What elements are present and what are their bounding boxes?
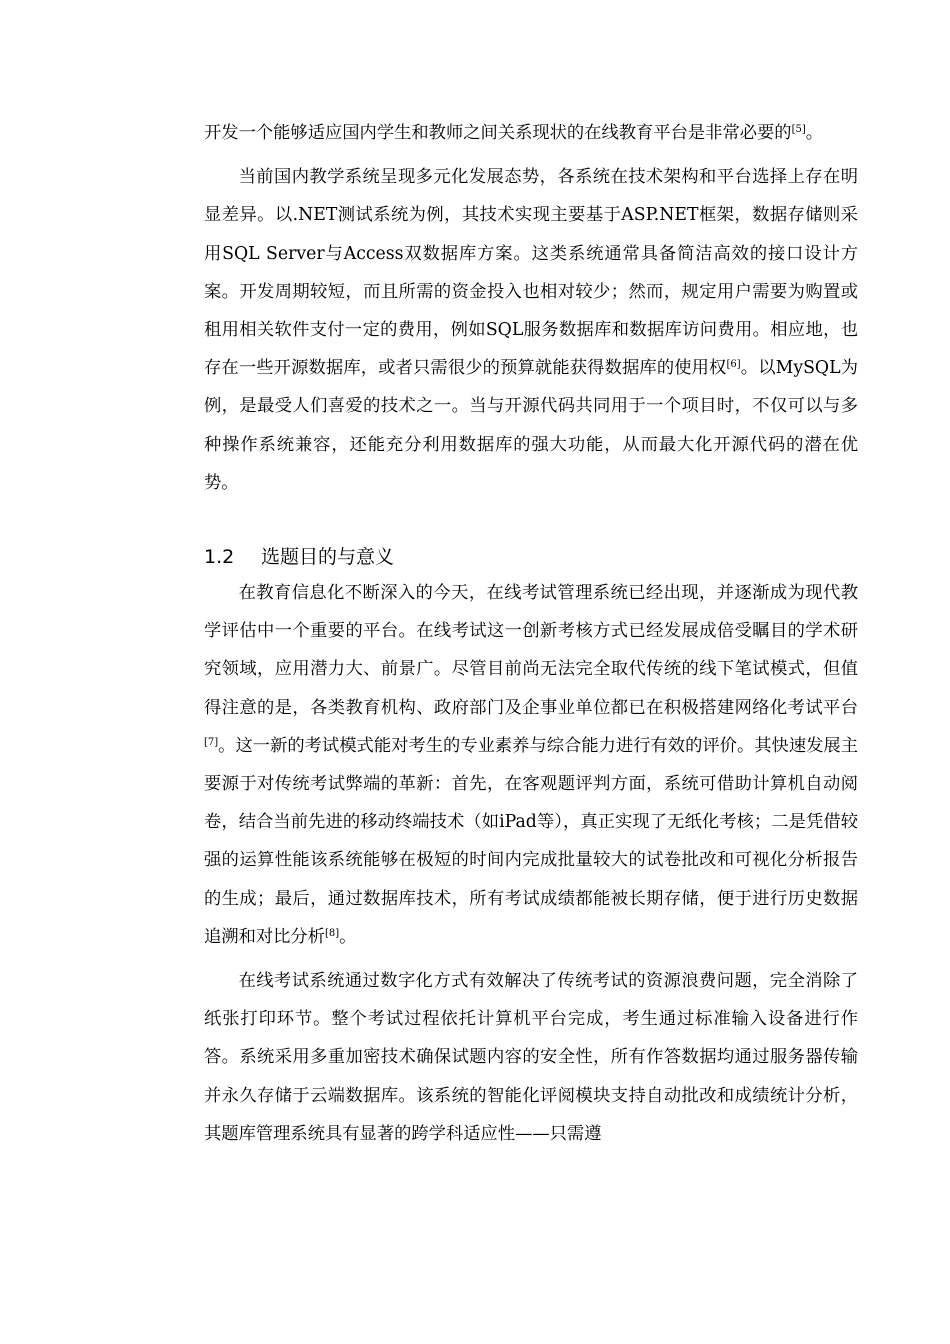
paragraph-online-exam-purpose — [204, 574, 858, 956]
citation-ref: [5] — [791, 124, 806, 135]
section-title: 选题目的与意义 — [261, 546, 395, 569]
paragraph-tail: 。 — [339, 926, 357, 947]
paragraph-tail: 。 — [805, 123, 824, 143]
paragraph-text: 当前国内教学系统呈现多元化发展态势，各系统在技术架构和平台选择上存在明显差异。以.NET测试系统为例，其技术实现主要基于ASP.NET框架，数据存储则采用SQL Server与Access双数据库方案。这类系统通常具备简洁高效的接口设计方案。开发周期较短，而且所需的资金投入也相对较少；然而，规定用户需要为购置或租用相关软件支付一定的费用，例如SQL服务数据库和数据库访问费用。相应地，也存在一些开源数据库，或者只需很少的预算就能获得数据库的使用权 — [204, 167, 858, 379]
page-content — [204, 114, 858, 1153]
citation-ref: [8] — [324, 927, 340, 939]
citation-ref: [7] — [204, 736, 219, 748]
paragraph-text: 。这一新的考试模式能对考生的专业素养与综合能力进行有效的评价。其快速发展主要源于对传统考试弊端的革新：首先，在客观题评判方面，系统可借助计算机自动阅卷，结合当前先进的移动终端技术（如iPad等），真正实现了无纸化考核；二是凭借较强的运算性能该系统能够在极短的时间内完成批量较大的试卷批改和可视化分析报告的生成；最后，通过数据库技术，所有考试成绩都能被长期存储，便于进行历史数据追溯和对比分析 — [204, 735, 858, 947]
section-number: 1.2 — [204, 546, 235, 569]
section-heading — [204, 540, 858, 574]
paragraph-teaching-systems — [204, 158, 858, 502]
citation-ref: [6] — [726, 359, 741, 371]
paragraph-continuation — [204, 114, 858, 152]
paragraph-text: 在线考试系统通过数字化方式有效解决了传统考试的资源浪费问题，完全消除了纸张打印环节。整个考试过程依托计算机平台完成，考生通过标准输入设备进行作答。系统采用多重加密技术确保试题内容的安全性，所有作答数据均通过服务器传输并永久存储于云端数据库。该系统的智能化评阅模块支持自动批改和成绩统计分析，其题库管理系统具有显著的跨学科适应性——只需遵 — [204, 971, 858, 1144]
paragraph-online-exam-digital — [204, 962, 858, 1153]
paragraph-text: 在教育信息化不断深入的今天，在线考试管理系统已经出现，并逐渐成为现代教学评估中一个重要的平台。在线考试这一创新考核方式已经发展成倍受瞩目的学术研究领域，应用潜力大、前景广。尽管目前尚无法完全取代传统的线下笔试模式，但值得注意的是，各类教育机构、政府部门及企事业单位都已在积极搭建网络化考试平台 — [204, 583, 858, 718]
paragraph-text: 开发一个能够适应国内学生和教师之间关系现状的在线教育平台是非常必要的 — [204, 123, 792, 143]
paragraph-text: 。以MySQL为例，是最受人们喜爱的技术之一。当与开源代码共同用于一个项目时，不仅可以与多种操作系统兼容，还能充分利用数据库的强大功能，从而最大化开源代码的潜在优势。 — [204, 358, 858, 493]
